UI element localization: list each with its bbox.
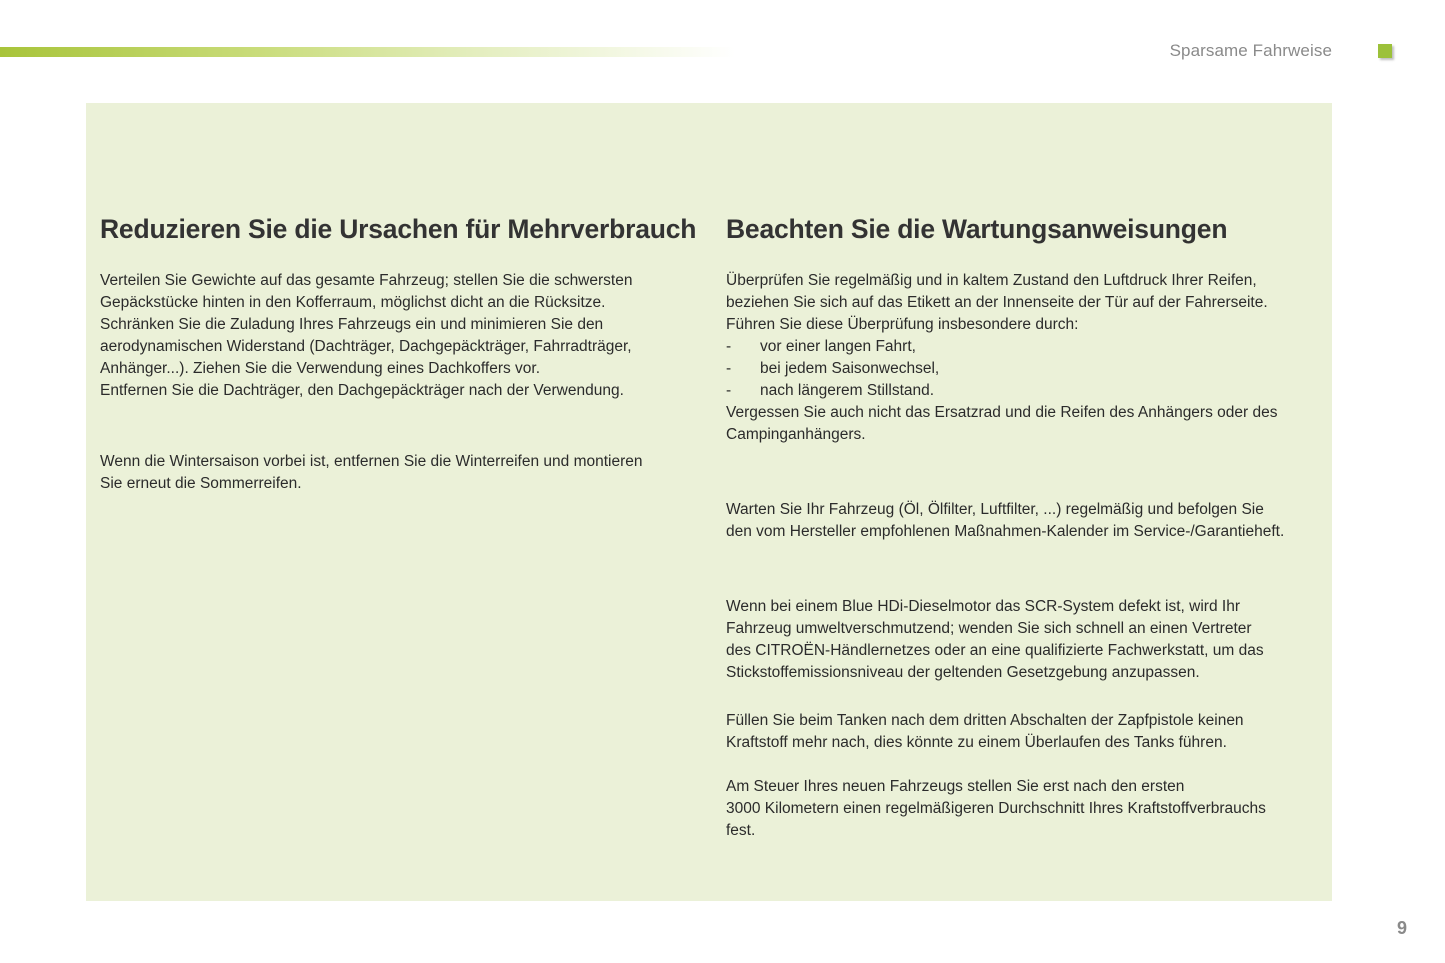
text-line: Fahrzeug umweltverschmutzend; wenden Sie sich schnell an einen Vertreter	[726, 620, 1252, 637]
list-item	[726, 380, 1326, 402]
content-panel	[86, 103, 1332, 901]
list-dash: -	[726, 382, 732, 399]
right-paragraph-5	[726, 776, 1326, 842]
text-line: Campinganhängers.	[726, 426, 866, 443]
list-item-text: nach längerem Stillstand.	[760, 382, 935, 399]
right-column	[726, 214, 1326, 842]
text-line: 3000 Kilometern einen regelmäßigeren Durchschnitt Ihres Kraftstoffverbrauchs	[726, 800, 1266, 817]
left-column	[100, 214, 700, 495]
right-paragraph-2	[726, 499, 1326, 543]
list-dash: -	[726, 360, 732, 377]
list-item-text: bei jedem Saisonwechsel,	[760, 360, 940, 377]
text-line: Vergessen Sie auch nicht das Ersatzrad und die Reifen des Anhängers oder des	[726, 404, 1278, 421]
text-line: Führen Sie diese Überprüfung insbesondere durch:	[726, 316, 1079, 333]
text-line: Stickstoffemissionsniveau der geltenden Gesetzgebung anzupassen.	[726, 664, 1200, 681]
list-item	[726, 336, 1326, 358]
text-line: Wenn bei einem Blue HDi-Dieselmotor das SCR-System defekt ist, wird Ihr	[726, 598, 1240, 615]
section-title: Sparsame Fahrweise	[1169, 41, 1332, 60]
text-line: Wenn die Wintersaison vorbei ist, entfernen Sie die Winterreifen und montieren	[100, 453, 643, 470]
list-dash: -	[726, 338, 732, 355]
text-line: Gepäckstücke hinten in den Kofferraum, möglichst dicht an die Rücksitze.	[100, 294, 606, 311]
left-heading: Reduzieren Sie die Ursachen für Mehrverbrauch	[100, 214, 697, 244]
text-line: Sie erneut die Sommerreifen.	[100, 475, 302, 492]
text-line: Warten Sie Ihr Fahrzeug (Öl, Ölfilter, Luftfilter, ...) regelmäßig und befolgen Sie	[726, 501, 1264, 518]
right-paragraph-1-cont	[726, 402, 1326, 446]
text-line: Schränken Sie die Zuladung Ihres Fahrzeugs ein und minimieren Sie den	[100, 316, 604, 333]
right-paragraph-4	[726, 710, 1326, 754]
text-line: Anhänger...). Ziehen Sie die Verwendung eines Dachkoffers vor.	[100, 360, 541, 377]
header-gradient-bar	[0, 47, 735, 57]
right-paragraph-3	[726, 596, 1326, 684]
right-paragraph-1	[726, 270, 1326, 336]
right-heading: Beachten Sie die Wartungsanweisungen	[726, 214, 1228, 244]
text-line: des CITROËN-Händlernetzes oder an eine qualifizierte Fachwerkstatt, um das	[726, 642, 1264, 659]
text-line: Am Steuer Ihres neuen Fahrzeugs stellen Sie erst nach den ersten	[726, 778, 1185, 795]
tire-check-list	[726, 336, 1326, 402]
section-marker-square	[1378, 44, 1392, 58]
list-item	[726, 358, 1326, 380]
text-line: Überprüfen Sie regelmäßig und in kaltem Zustand den Luftdruck Ihrer Reifen,	[726, 272, 1257, 289]
text-line: beziehen Sie sich auf das Etikett an der Innenseite der Tür auf der Fahrerseite.	[726, 294, 1268, 311]
left-paragraph-1	[100, 270, 700, 402]
left-paragraph-2	[100, 451, 700, 495]
text-line: Entfernen Sie die Dachträger, den Dachgepäckträger nach der Verwendung.	[100, 382, 624, 399]
text-line: Füllen Sie beim Tanken nach dem dritten Abschalten der Zapfpistole keinen	[726, 712, 1244, 729]
text-line: Kraftstoff mehr nach, dies könnte zu einem Überlaufen des Tanks führen.	[726, 734, 1227, 751]
text-line: Verteilen Sie Gewichte auf das gesamte Fahrzeug; stellen Sie die schwersten	[100, 272, 633, 289]
text-line: aerodynamischen Widerstand (Dachträger, Dachgepäckträger, Fahrradträger,	[100, 338, 632, 355]
list-item-text: vor einer langen Fahrt,	[760, 338, 916, 355]
text-line: fest.	[726, 822, 756, 839]
page-number: 9	[1396, 918, 1407, 938]
text-line: den vom Hersteller empfohlenen Maßnahmen-Kalender im Service-/Garantieheft.	[726, 523, 1285, 540]
